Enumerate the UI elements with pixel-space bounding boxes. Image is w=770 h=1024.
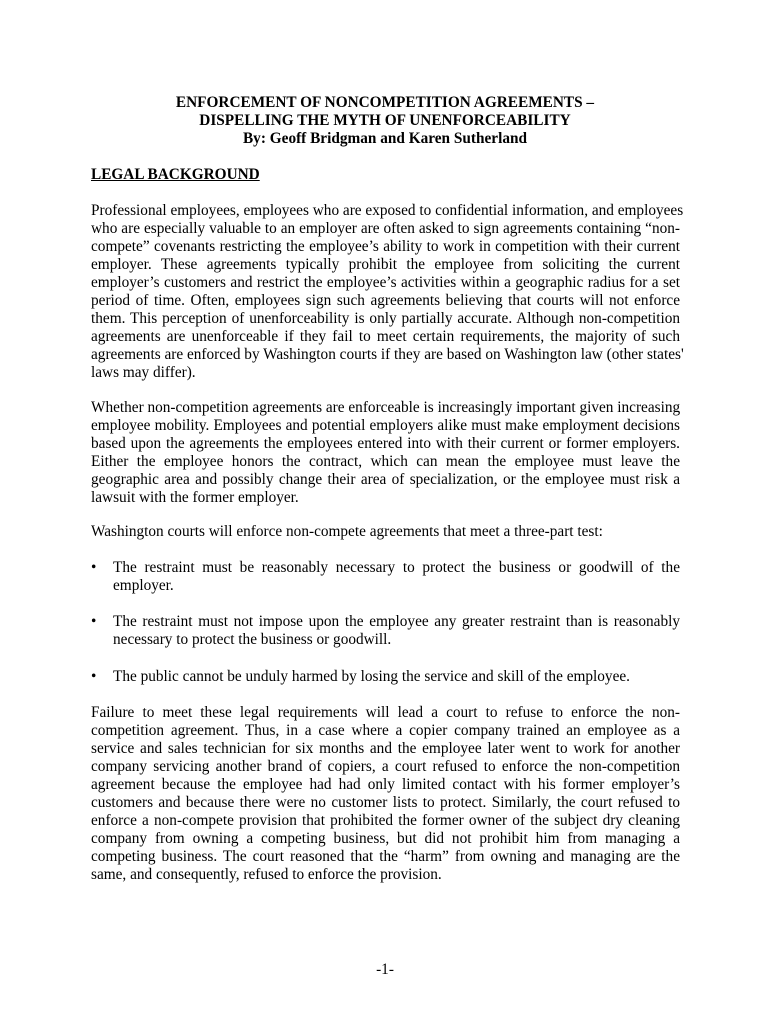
text-line: employer.	[113, 577, 174, 594]
text-line: employer’s customers and restrict the employee’s activities within a geographic radius for a set	[91, 274, 680, 291]
text-line: Whether non-competition agreements are enforceable is increasingly important given increasing	[91, 399, 681, 416]
paragraph-1	[91, 202, 684, 382]
text-line: who are especially valuable to an employer are often asked to sign agreements containing “non-	[91, 220, 680, 237]
bullet-icon: •	[91, 613, 97, 630]
text-line: company from owning a competing business, but did not prohibit him from managing a	[91, 830, 680, 847]
bullet-text	[113, 559, 680, 595]
text-line: necessary to protect the business or goodwill.	[113, 631, 392, 648]
text-line: Either the employee honors the contract, which can mean the employee must leave the	[91, 453, 680, 470]
bullet-text	[113, 613, 680, 649]
text-line: The public cannot be unduly harmed by losing the service and skill of the employee.	[113, 668, 630, 685]
text-line: Failure to meet these legal requirements will lead a court to refuse to enforce the non-	[91, 704, 680, 721]
text-line: customers and because there were no customer lists to protect. Similarly, the court refused to	[91, 794, 680, 811]
text-line: The restraint must not impose upon the employee any greater restraint than is reasonably	[113, 613, 680, 630]
text-line: company servicing another brand of copiers, a court refused to enforce the non-competition	[91, 758, 680, 775]
title-line-1: ENFORCEMENT OF NONCOMPETITION AGREEMENTS –	[175, 94, 595, 111]
text-line: agreements are unenforceable if they fail to meet certain requirements, the majority of such	[91, 328, 680, 345]
text-line: agreement because the employee had had only limited contact with his former employer’s	[91, 776, 680, 793]
bullet-icon: •	[91, 668, 97, 685]
text-line: Professional employees, employees who are exposed to confidential information, and employees	[91, 202, 684, 219]
text-line: geographic area and possibly change their area of specialization, or the employee must risk a	[91, 471, 680, 488]
text-line: competing business. The court reasoned that the “harm” from owning and managing are the	[91, 848, 680, 865]
section-heading: LEGAL BACKGROUND	[91, 166, 260, 183]
text-line: same, and consequently, refused to enforce the provision.	[91, 866, 442, 883]
paragraph-2	[91, 399, 680, 507]
text-line: The restraint must be reasonably necessary to protect the business or goodwill of the	[113, 559, 680, 576]
text-line: employer. These agreements typically prohibit the employee from soliciting the current	[91, 256, 680, 273]
title-line-2: DISPELLING THE MYTH OF UNENFORCEABILITY	[199, 112, 571, 129]
paragraph-3	[91, 523, 680, 541]
text-line: Washington courts will enforce non-compete agreements that meet a three-part test:	[91, 523, 603, 540]
text-line: enforce a non-compete provision that prohibited the former owner of the subject dry cleaning	[91, 812, 680, 829]
page-number: -1-	[376, 961, 394, 978]
text-line: employee mobility. Employees and potential employers alike must make employment decisions	[91, 417, 680, 434]
text-line: compete” covenants restricting the employee’s ability to work in competition with their current	[91, 238, 680, 255]
text-line: based upon the agreements the employees entered into with their current or former employers.	[91, 435, 680, 452]
text-line: service and sales technician for six months and the employee later went to work for another	[91, 740, 680, 757]
paragraph-4	[91, 704, 680, 884]
text-line: laws may differ).	[91, 364, 196, 381]
text-line: lawsuit with the former employer.	[91, 489, 299, 506]
text-line: competition agreement. Thus, in a case where a copier company trained an employee as a	[91, 722, 680, 739]
bullet-icon: •	[91, 559, 97, 576]
text-line: them. This perception of unenforceability is only partially accurate. Although non-competition	[91, 310, 680, 327]
text-line: agreements are enforced by Washington courts if they are based on Washington law (other states'	[91, 346, 684, 363]
text-line: period of time. Often, employees sign such agreements believing that courts will not enforce	[91, 292, 680, 309]
bullet-text	[113, 668, 680, 686]
byline: By: Geoff Bridgman and Karen Sutherland	[242, 130, 527, 147]
